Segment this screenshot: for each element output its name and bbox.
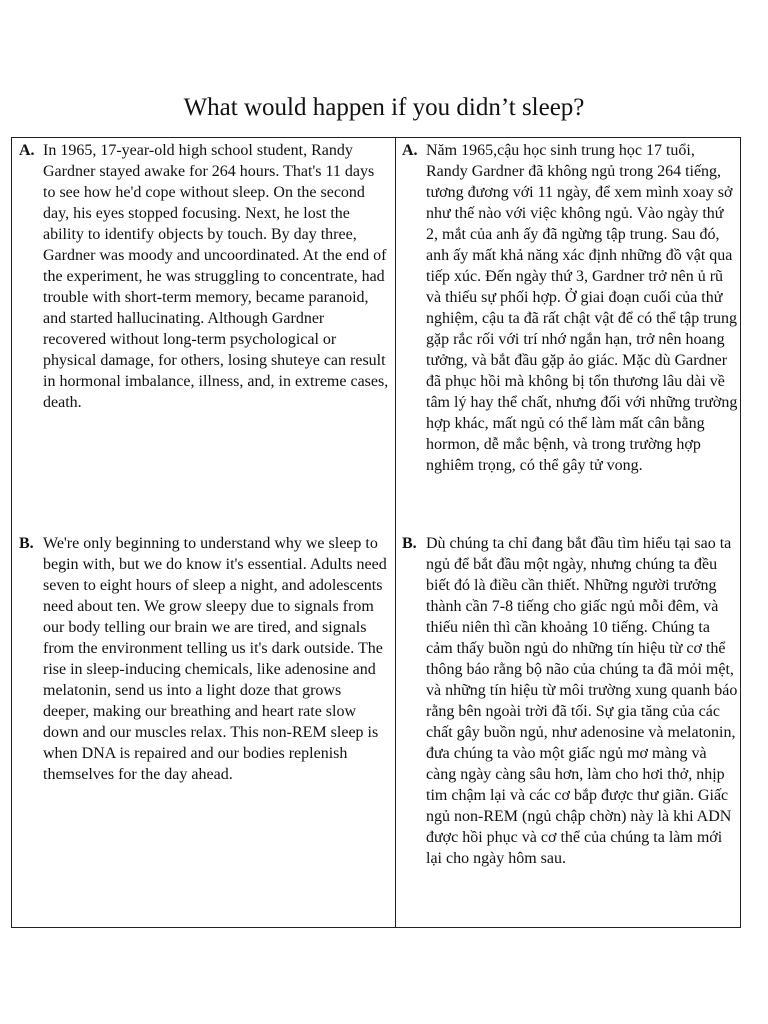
page-title: What would happen if you didn’t sleep?	[183, 94, 585, 121]
section-a-english	[19, 140, 389, 413]
section-a-letter: A.	[19, 142, 35, 159]
section-b-letter-vi: B.	[402, 535, 417, 552]
bilingual-table	[11, 137, 741, 928]
section-b-vietnamese-text: Dù chúng ta chỉ đang bắt đầu tìm hiểu tại sao ta ngủ để bắt đầu một ngày, nhưng chúng ta đều biết đó là điều cần thiết. Những người trưởng thành cần 7-8 tiếng cho giấc ngủ mỗi đêm, và thiếu niên thì cần khoảng 10 tiếng. Chúng ta cảm thấy buồn ngủ do những tín hiệu từ cơ thể thông báo rằng bộ não của chúng ta đã mỏi mệt, và những tín hiệu từ môi trường xung quanh báo rằng bên ngoài trời đã tối. Sự gia tăng của các chất gây buồn ngủ, như adenosine và melatonin, đưa chúng ta vào một giấc ngủ mơ màng và càng ngày càng sâu hơn, làm cho hơi thở, nhịp tim chậm lại và các cơ bắp được thư giãn. Giấc ngủ non-REM (ngủ chập chờn) này là khi ADN được hồi phục và cơ thể của chúng ta làm mới lại cho ngày hôm sau.	[426, 535, 738, 867]
column-divider	[395, 138, 396, 927]
section-b-english-text: We're only beginning to understand why we sleep to begin with, but we do know it's essential. Adults need seven to eight hours of sleep a night, and adolescents need about ten. We grow sleepy due to signals from our body telling our brain we are tired, and signals from the environment telling us it's dark outside. The rise in sleep-inducing chemicals, like adenosine and melatonin, send us into a light doze that grows deeper, making our breathing and heart rate slow down and our muscles relax. This non-REM sleep is when DNA is repaired and our bodies replenish themselves for the day ahead.	[43, 535, 387, 783]
section-b-vietnamese	[402, 533, 738, 869]
section-b-english	[19, 533, 389, 785]
section-a-vietnamese	[402, 140, 738, 476]
section-a-english-text: In 1965, 17-year-old high school student, Randy Gardner stayed awake for 264 hours. That's 11 days to see how he'd cope without sleep. On the second day, his eyes stopped focusing. Next, he lost the ability to identify objects by touch. By day three, Gardner was moody and uncoordinated. At the end of the experiment, he was struggling to concentrate, had trouble with short-term memory, became paranoid, and started hallucinating. Although Gardner recovered without long-term psychological or physical damage, for others, losing shuteye can result in hormonal imbalance, illness, and, in extreme cases, death.	[43, 142, 389, 411]
section-b-letter: B.	[19, 535, 34, 552]
section-a-vietnamese-text: Năm 1965,cậu học sinh trung học 17 tuổi, Randy Gardner đã không ngủ trong 264 tiếng, tương đương với 11 ngày, để xem mình xoay sở như thế nào với việc không ngủ. Vào ngày thứ 2, mắt của anh ấy đã ngừng tập trung. Sau đó, anh ấy mất khả năng xác định những đồ vật qua tiếp xúc. Đến ngày thứ 3, Gardner trở nên ủ rũ và thiếu sự phối hợp. Ở giai đoạn cuối của thử nghiệm, cậu ta đã rất chật vật để có thể tập trung gặp rắc rối với trí nhớ ngắn hạn, trở nên hoang tưởng, và bắt đầu gặp ảo giác. Mặc dù Gardner đã phục hồi mà không bị tổn thương lâu dài về tâm lý hay thể chất, nhưng đối với những trường hợp khác, mất ngủ có thể làm mất cân bằng hormon, dễ mắc bệnh, và trong trường hợp nghiêm trọng, có thể gây tử vong.	[426, 142, 738, 474]
section-a-letter-vi: A.	[402, 142, 418, 159]
